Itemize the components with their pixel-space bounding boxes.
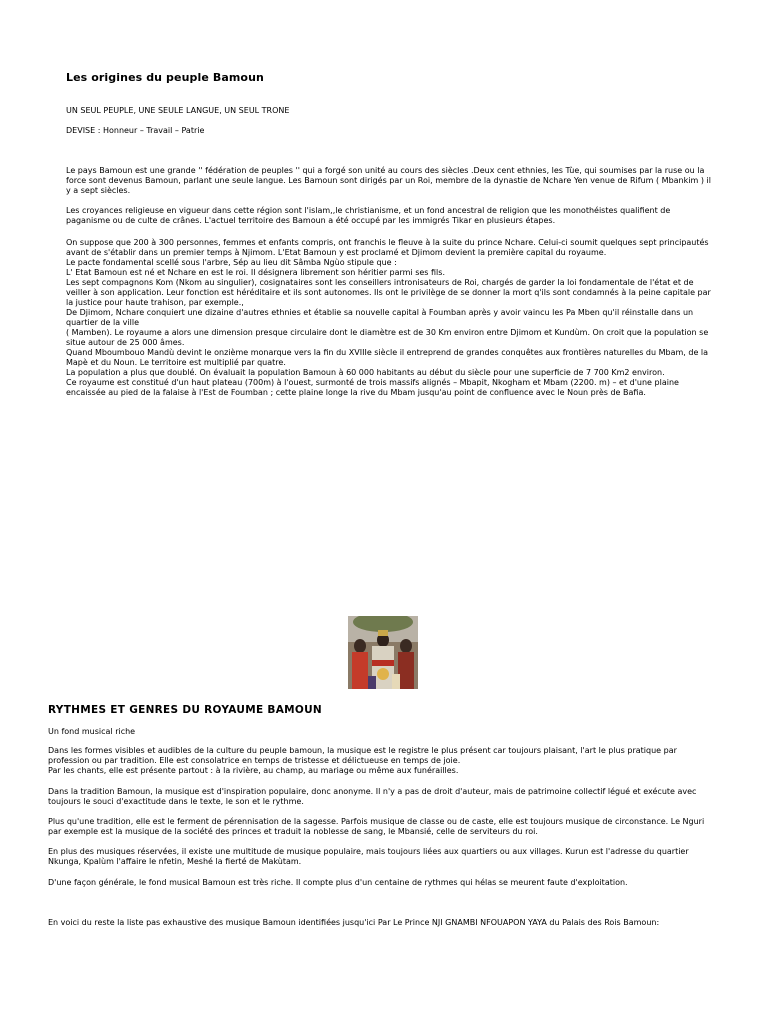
paragraph-religion: Les croyances religieuse en vigueur dans cette région sont l'islam,,le christianisme, et un fond ancestral de religion que les monothéistes qualifient de paganisme ou de culte de crânes. L'actuel territoire des Bamoun a été occupé par les immigrés Tikar en plusieurs étapes.	[66, 206, 671, 225]
paragraph-history	[66, 238, 714, 398]
history-line: La population a plus que doublé. On évaluait la population Bamoun à 60 000 habitants au début du siècle pour une superficie de 7 700 Km2 environ.	[66, 368, 665, 377]
section-title-origines: Les origines du peuple Bamoun	[66, 71, 264, 84]
music-line: Dans les formes visibles et audibles de la culture du peuple bamoun, la musique est le registre le plus présent car toujours plaisant, l'art le plus pratique par profession ou par tradition. Elle est consolatrice en temps de tristesse et délictueuse en temps de joie.	[48, 746, 677, 765]
devise-text: DEVISE : Honneur – Travail – Patrie	[66, 126, 205, 135]
paragraph-music-popular: En plus des musiques réservées, il existe une multitude de musique populaire, mais toujours liées aux quartiers ou aux villages. Kurun est l'adresse du quartier Nkunga, Kpalùm l'affaire le nfetin, Meshé la fierté de Makùtam.	[48, 847, 689, 866]
history-line: ( Mamben). Le royaume a alors une dimension presque circulaire dont le diamètre est de 30 Km environ entre Djimom et Kundùm. On croit que la population se situe autour de 25 000 âmes.	[66, 328, 709, 347]
paragraph-music-wisdom: Plus qu'une tradition, elle est le ferment de pérennisation de la sagesse. Parfois musique de classe ou de caste, elle est toujours musique de circonstance. Le Nguri par exemple est la musique de la société des princes et traduit la noblesse de sang, le Mbansié, celle de serviteurs du roi.	[48, 817, 705, 836]
history-line: On suppose que 200 à 300 personnes, femmes et enfants compris, ont franchis le fleuve à la suite du prince Nchare. Celui-ci soumit quelques sept principautés avant de s'établir dans un premier temps à Njimom. L'Etat Bamoun y est proclamé et Djimom devient la première capital du royaume.	[66, 238, 709, 257]
history-line: De Djimom, Nchare conquiert une dizaine d'autres ethnies et établie sa nouvelle capital à Foumban après y avoir vaincu les Pa Mben qu'il réinstalle dans un quartier de la ville	[66, 308, 694, 327]
paragraph-music-list-intro: En voici du reste la liste pas exhaustive des musique Bamoun identifiées jusqu'ici Par Le Prince NJI GNAMBI NFOUAPON YAYA du Palais des Rois Bamoun:	[48, 918, 660, 927]
history-line: Quand Mboumbouo Mandù devint le onzième monarque vers la fin du XVIIIe siècle il entreprend de grandes conquêtes aux frontières naturelles du Mbam, de la Mapè et du Noun. Le territoire est multiplié par quatre.	[66, 348, 709, 367]
paragraph-music-rich: D'une façon générale, le fond musical Bamoun est très riche. Il compte plus d'un centaine de rythmes qui hélas se meurent faute d'exploitation.	[48, 878, 628, 887]
section-title-rythmes: RYTHMES ET GENRES DU ROYAUME BAMOUN	[48, 704, 323, 716]
paragraph-music-culture	[48, 746, 716, 776]
photo-traditional-musicians	[348, 616, 418, 689]
paragraph-intro: Le pays Bamoun est une grande '' fédération de peuples '' qui a forgé son unité au cours des siècles .Deux cent ethnies, les Tùe, qui soumises par la ruse ou la force sont devenus Bamoun, parlant une seule langue. Les Bamoun sont dirigés par un Roi, membre de la dynastie de Nchare Yen venue de Rifum ( Mbankim ) il y a sept siècles.	[66, 166, 711, 195]
section-subtitle: Un fond musical riche	[48, 727, 136, 736]
history-line: Les sept compagnons Kom (Nkom au singulier), cosignataires sont les conseillers intronisateurs de Roi, chargés de garder la loi fondamentale de l'état et de veiller à son application. Leur fonction est héréditaire et ils sont autonomes. Ils ont le privilège de se donner la mort q'ils sont condamnés à la peine capitale par la justice pour haute trahison, par exemple.,	[66, 278, 711, 307]
history-line: Ce royaume est constitué d'un haut plateau (700m) à l'ouest, surmonté de trois massifs alignés – Mbapit, Nkogham et Mbam (2200. m) – et d'une plaine encaissée au pied de la falaise à l'Est de Foumban ; cette plaine longe la rive du Mbam jusqu'au point de confluence avec le Noun près de Bafia.	[66, 378, 679, 397]
paragraph-music-tradition: Dans la tradition Bamoun, la musique est d'inspiration populaire, donc anonyme. Il n'y a pas de droit d'auteur, mais de patrimoine collectif légué et exécute avec toujours le souci d'exactitude dans le texte, le son et le rythme.	[48, 787, 697, 806]
slogan-text: UN SEUL PEUPLE, UNE SEULE LANGUE, UN SEUL TRONE	[66, 106, 290, 115]
history-line: Le pacte fondamental scellé sous l'arbre, Sép au lieu dit Sâmba Ngùo stipule que :	[66, 258, 397, 267]
music-line: Par les chants, elle est présente partout : à la rivière, au champ, au mariage ou même aux funérailles.	[48, 766, 459, 775]
history-line: L' Etat Bamoun est né et Nchare en est le roi. Il désignera librement son héritier parmi ses fils.	[66, 268, 445, 277]
